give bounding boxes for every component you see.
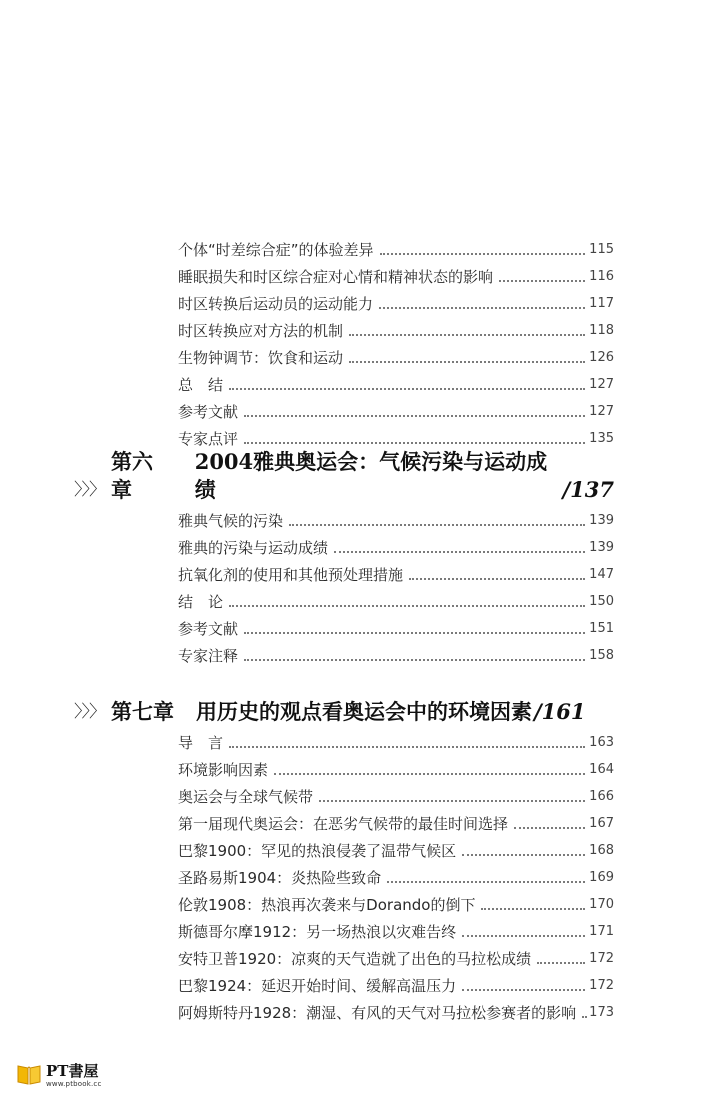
chevron-right-icon: 〉〉〉 <box>74 702 105 722</box>
dot-leader <box>481 902 585 910</box>
entry-page: 163 <box>589 735 614 750</box>
entry-page: 168 <box>589 843 614 858</box>
entry-title: 第一届现代奥运会：在恶劣气候带的最佳时间选择 <box>178 815 509 833</box>
chevron-right-icon: 〉〉〉 <box>74 480 105 500</box>
dot-leader <box>349 328 585 336</box>
entry-title: 抗氧化剂的使用和其他预处理措施 <box>178 566 404 584</box>
entry-title: 雅典的污染与运动成绩 <box>178 539 329 557</box>
toc-entry <box>178 265 614 287</box>
entry-title: 导 言 <box>178 734 224 752</box>
entry-page: 116 <box>589 269 614 284</box>
toc-entry <box>178 617 614 639</box>
dot-leader <box>334 545 585 553</box>
toc-entry <box>178 644 614 666</box>
dot-leader <box>380 247 586 255</box>
toc-entry <box>178 785 614 807</box>
entry-page: 126 <box>589 350 614 365</box>
entry-page: 167 <box>589 816 614 831</box>
watermark-name: PT書屋 <box>46 1062 99 1080</box>
entry-title: 生物钟调节：饮食和运动 <box>178 349 344 367</box>
dot-leader <box>229 599 585 607</box>
dot-leader <box>514 821 585 829</box>
entry-title: 阿姆斯特丹1928：潮湿、有风的天气对马拉松参赛者的影响 <box>178 1004 577 1022</box>
entry-page: 158 <box>589 648 614 663</box>
toc-entry <box>178 893 614 915</box>
toc-entry <box>178 758 614 780</box>
toc-entry <box>178 373 614 395</box>
entry-title: 环境影响因素 <box>178 761 269 779</box>
dot-leader <box>582 1010 585 1018</box>
dot-leader <box>229 382 585 390</box>
entry-page: 127 <box>589 377 614 392</box>
entry-page: 172 <box>589 978 614 993</box>
dot-leader <box>499 274 585 282</box>
dot-leader <box>387 875 585 883</box>
chapter-page: /161 <box>534 699 586 724</box>
toc-entry <box>178 1001 614 1023</box>
book-icon <box>16 1062 42 1086</box>
entry-page: 170 <box>589 897 614 912</box>
watermark-url: www.ptbook.cc <box>46 1080 102 1088</box>
dot-leader <box>289 518 585 526</box>
entry-title: 斯德哥尔摩1912：另一场热浪以灾难告终 <box>178 923 457 941</box>
dot-leader <box>274 767 585 775</box>
dot-leader <box>537 956 585 964</box>
dot-leader <box>379 301 585 309</box>
entry-page: 172 <box>589 951 614 966</box>
entry-title: 结 论 <box>178 593 224 611</box>
dot-leader <box>244 626 585 634</box>
entry-title: 专家注释 <box>178 647 239 665</box>
toc-entry <box>178 590 614 612</box>
entry-page: 150 <box>589 594 614 609</box>
entry-title: 时区转换应对方法的机制 <box>178 322 344 340</box>
dot-leader <box>462 848 585 856</box>
entry-title: 雅典气候的污染 <box>178 512 284 530</box>
entry-title: 圣路易斯1904：炎热险些致命 <box>178 869 382 887</box>
toc-entry <box>178 563 614 585</box>
toc-entry <box>178 866 614 888</box>
toc-entry <box>178 238 614 260</box>
toc-entry <box>178 812 614 834</box>
toc-entry <box>178 346 614 368</box>
entry-title: 奥运会与全球气候带 <box>178 788 314 806</box>
entry-title: 参考文献 <box>178 620 239 638</box>
chapter-heading <box>74 696 614 726</box>
entry-page: 135 <box>589 431 614 446</box>
dot-leader <box>229 740 585 748</box>
entry-page: 117 <box>589 296 614 311</box>
toc-entry <box>178 974 614 996</box>
entry-page: 173 <box>589 1005 614 1020</box>
dot-leader <box>409 572 585 580</box>
entry-title: 参考文献 <box>178 403 239 421</box>
chapter-page: /137 <box>562 477 614 502</box>
toc-entry <box>178 319 614 341</box>
chapter-number: 第六章 <box>111 449 153 502</box>
entry-page: 127 <box>589 404 614 419</box>
entry-page: 139 <box>589 513 614 528</box>
entry-title: 巴黎1924：延迟开始时间、缓解高温压力 <box>178 977 457 995</box>
entry-page: 164 <box>589 762 614 777</box>
chapter-heading <box>74 449 614 504</box>
entry-title: 伦敦1908：热浪再次袭来与Dorando的倒下 <box>178 896 476 914</box>
entry-page: 169 <box>589 870 614 885</box>
dot-leader <box>244 653 585 661</box>
entry-title: 个体“时差综合症”的体验差异 <box>178 241 374 259</box>
dot-leader <box>349 355 585 363</box>
dot-leader <box>319 794 585 802</box>
dot-leader <box>244 409 585 417</box>
entry-title: 巴黎1900：罕见的热浪侵袭了温带气候区 <box>178 842 457 860</box>
toc-entry <box>178 947 614 969</box>
entry-page: 151 <box>589 621 614 636</box>
toc-entry <box>178 536 614 558</box>
dot-leader <box>462 929 585 937</box>
entry-title: 安特卫普1920：凉爽的天气造就了出色的马拉松成绩 <box>178 950 532 968</box>
entry-page: 118 <box>589 323 614 338</box>
chapter-number: 第七章 <box>111 699 174 724</box>
toc-entry <box>178 292 614 314</box>
entry-page: 147 <box>589 567 614 582</box>
entry-page: 171 <box>589 924 614 939</box>
entry-page: 139 <box>589 540 614 555</box>
toc-entry <box>178 839 614 861</box>
toc-entry <box>178 731 614 753</box>
entry-title: 时区转换后运动员的运动能力 <box>178 295 374 313</box>
toc-entry <box>178 920 614 942</box>
dot-leader <box>462 983 585 991</box>
entry-title: 专家点评 <box>178 430 239 448</box>
chapter-title: 2004雅典奥运会：气候污染与运动成绩 <box>194 449 548 502</box>
toc-entry <box>178 427 614 449</box>
toc-entry <box>178 509 614 531</box>
entry-page: 115 <box>589 242 614 257</box>
watermark-logo <box>14 1058 124 1094</box>
entry-title: 总 结 <box>178 376 224 394</box>
entry-page: 166 <box>589 789 614 804</box>
toc-entry <box>178 400 614 422</box>
dot-leader <box>244 436 585 444</box>
chapter-title: 用历史的观点看奥运会中的环境因素 <box>196 699 532 724</box>
entry-title: 睡眠损失和时区综合症对心情和精神状态的影响 <box>178 268 494 286</box>
